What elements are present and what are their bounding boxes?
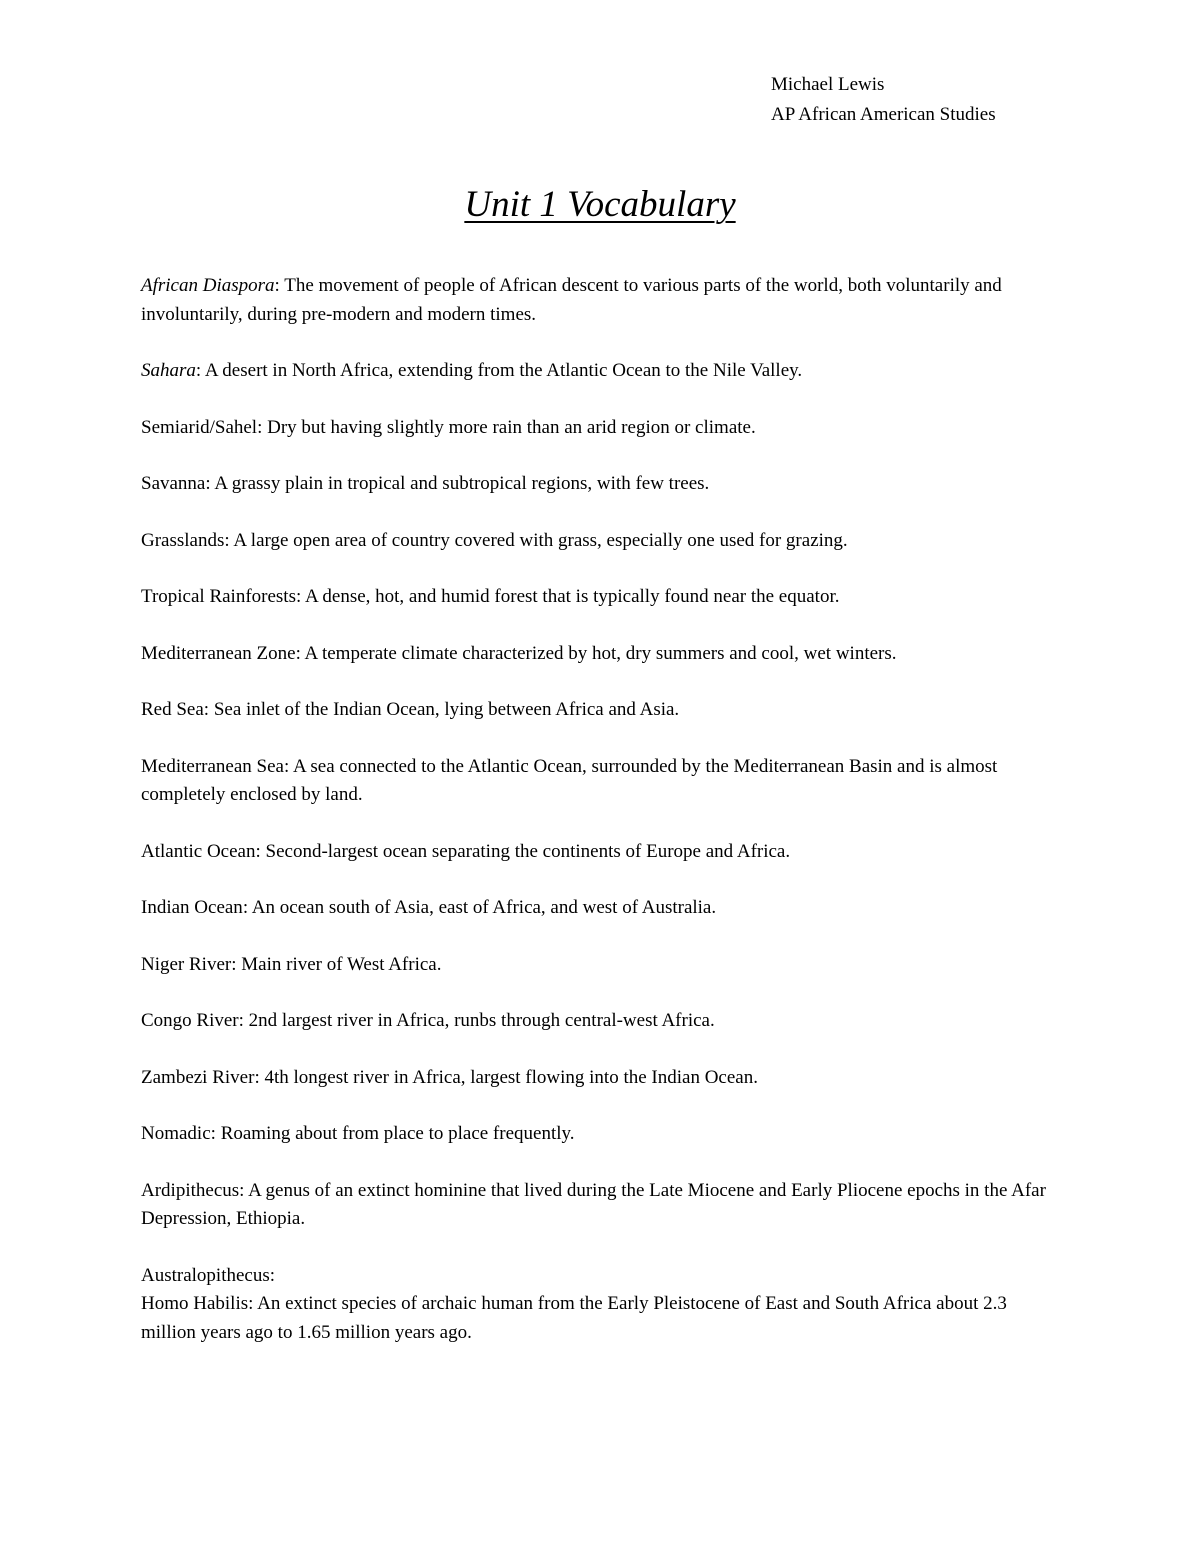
vocab-definition: A dense, hot, and humid forest that is typically found near the equator.	[301, 586, 840, 607]
vocab-separator: :	[254, 1066, 260, 1088]
student-name: Michael Lewis	[771, 74, 885, 95]
vocab-definition: A grassy plain in tropical and subtropical regions, with few trees.	[210, 473, 710, 494]
vocab-term: Congo River	[141, 1010, 239, 1031]
vocab-definition: A large open area of country covered with grass, especially one used for grazing.	[229, 529, 848, 551]
vocab-entry-african-diaspora	[141, 272, 1066, 329]
vocab-entry-tropical-rainforests	[141, 583, 1066, 612]
vocab-separator: :	[274, 275, 280, 296]
vocab-definition: An ocean south of Asia, east of Africa, and west of Australia.	[248, 897, 717, 918]
vocab-term: Mediterranean Zone	[141, 642, 296, 664]
vocab-separator: :	[242, 897, 249, 918]
vocab-separator: :	[210, 1123, 216, 1144]
vocab-entry-mediterranean-zone	[141, 640, 1066, 669]
vocab-term: Semiarid/Sahel	[141, 416, 258, 438]
vocab-separator: :	[195, 360, 202, 381]
vocab-term: Nomadic	[141, 1123, 211, 1144]
vocab-term: Sahara	[141, 360, 196, 381]
vocab-separator: :	[255, 840, 261, 862]
vocab-term: Savanna	[141, 473, 206, 494]
vocab-separator: :	[238, 1010, 244, 1031]
vocab-definition: Dry but having slightly more rain than an arid region or climate.	[262, 416, 756, 438]
vocab-separator: :	[283, 755, 290, 777]
vocab-separator: :	[239, 1179, 245, 1201]
vocab-term: Mediterranean Sea	[141, 755, 284, 777]
vocab-term: Homo Habilis	[141, 1293, 249, 1314]
vocab-entry-ardipithecus	[141, 1177, 1066, 1234]
vocab-separator: :	[295, 642, 301, 664]
vocab-entry-niger-river	[141, 951, 1066, 980]
vocab-definition: Sea inlet of the Indian Ocean, lying between Africa and Asia.	[209, 699, 680, 720]
vocab-entry-semiarid-sahel	[141, 414, 1066, 443]
vocab-entry-zambezi-river	[141, 1064, 1066, 1093]
course-name: AP African American Studies	[771, 104, 996, 125]
vocab-separator: :	[203, 699, 210, 720]
vocab-term: Zambezi River	[141, 1066, 255, 1088]
vocab-term: Red Sea	[141, 699, 204, 720]
page-title: Unit 1 Vocabulary	[464, 184, 736, 225]
vocab-entry-sahara	[141, 357, 1066, 386]
vocab-entry-australopithecus	[141, 1262, 1066, 1291]
vocab-definition: Roaming about from place to place frequently.	[215, 1123, 575, 1144]
vocab-definition: A genus of an extinct hominine that lived during the Late Miocene and Early Pliocene epochs in the Afar Depression, Ethiopia.	[141, 1179, 1046, 1229]
vocab-definition: 2nd largest river in Africa, runbs through central-west Africa.	[243, 1010, 715, 1031]
vocab-entry-congo-river	[141, 1007, 1066, 1036]
vocab-entry-indian-ocean	[141, 894, 1066, 923]
vocab-definition: Second-largest ocean separating the continents of Europe and Africa.	[260, 840, 791, 862]
vocab-term: Grasslands	[141, 529, 225, 551]
vocab-term: Niger River	[141, 953, 232, 975]
vocab-term: African Diaspora	[141, 275, 275, 296]
vocab-entry-grasslands	[141, 527, 1066, 556]
vocab-term: Indian Ocean	[141, 897, 243, 918]
vocab-term: Australopithecus	[141, 1264, 270, 1286]
vocab-definition: A temperate climate characterized by hot, dry summers and cool, wet winters.	[300, 642, 897, 664]
vocab-separator: :	[224, 529, 230, 551]
vocab-entry-atlantic-ocean	[141, 838, 1066, 867]
vocab-separator: :	[205, 473, 211, 494]
vocab-definition: A sea connected to the Atlantic Ocean, surrounded by the Mediterranean Basin and is almost completely enclosed by land.	[141, 755, 998, 805]
vocab-definition: A desert in North Africa, extending from the Atlantic Ocean to the Nile Valley.	[201, 360, 803, 381]
vocab-term: Tropical Rainforests	[141, 586, 296, 607]
vocab-entry-homo-habilis	[141, 1290, 1066, 1347]
vocab-term: Ardipithecus	[141, 1179, 240, 1201]
vocab-entry-savanna	[141, 470, 1066, 499]
vocab-entry-mediterranean-sea	[141, 753, 1066, 810]
vocab-definition: 4th longest river in Africa, largest flowing into the Indian Ocean.	[259, 1066, 758, 1088]
vocab-separator: :	[295, 586, 302, 607]
vocab-entry-red-sea	[141, 696, 1066, 725]
vocab-separator: :	[248, 1293, 254, 1314]
header-block	[771, 70, 996, 130]
vocab-definition: Main river of West Africa.	[236, 953, 442, 975]
vocabulary-list	[141, 272, 1066, 1375]
vocab-separator: :	[257, 416, 263, 438]
vocab-definition: The movement of people of African descent to various parts of the world, both voluntarily and involuntarily, during pre-modern and modern times.	[141, 275, 1002, 325]
vocab-separator: :	[269, 1264, 276, 1286]
vocab-separator: :	[231, 953, 237, 975]
vocab-definition: An extinct species of archaic human from the Early Pleistocene of East and South Africa about 2.3 million years ago to 1.65 million years ago.	[141, 1293, 1007, 1343]
vocab-entry-nomadic	[141, 1120, 1066, 1149]
vocab-term: Atlantic Ocean	[141, 840, 256, 862]
